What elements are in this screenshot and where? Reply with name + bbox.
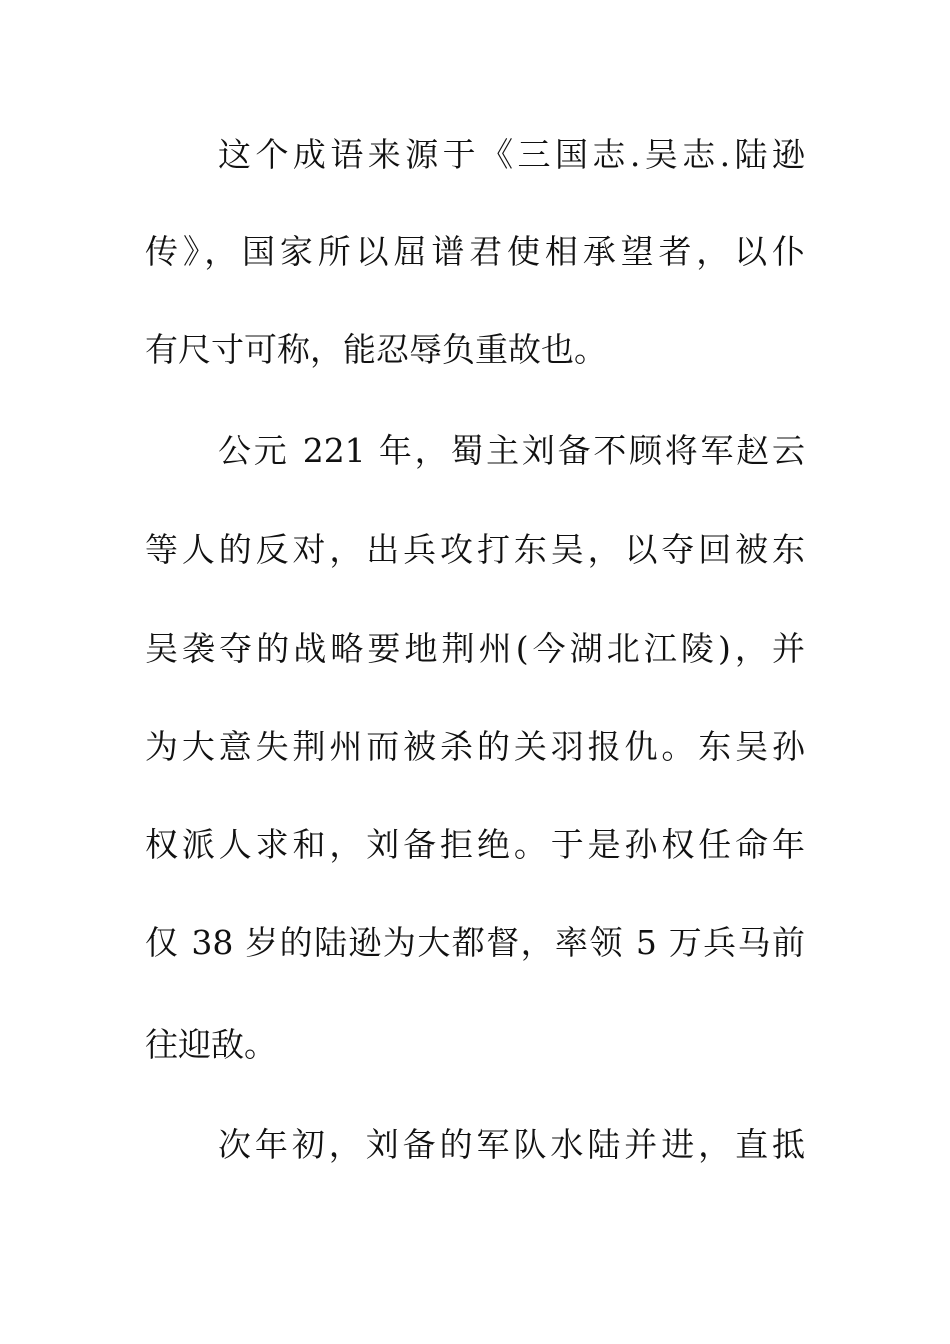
paragraph-2-line-2: 等人的反对，出兵攻打东吴，以夺回被东 (145, 530, 805, 569)
paragraph-2-line-3: 吴袭夺的战略要地荆州(今湖北江陵)，并 (145, 629, 805, 668)
paragraph-1-line-3: 有尺寸可称，能忍辱负重故也。 (145, 330, 607, 369)
paragraph-2-line-7: 往迎敌。 (145, 1025, 277, 1064)
paragraph-2-line-5: 权派人求和，刘备拒绝。于是孙权任命年 (145, 825, 805, 864)
paragraph-3-line-1: 次年初，刘备的军队水陆并进，直抵 (218, 1125, 805, 1164)
paragraph-2-line-4: 为大意失荆州而被杀的关羽报仇。东吴孙 (145, 727, 805, 766)
paragraph-2-line-1: 公元 221 年，蜀主刘备不顾将军赵云 (218, 431, 805, 470)
paragraph-1-line-1: 这个成语来源于《三国志.吴志.陆逊 (218, 135, 805, 174)
paragraph-2-line-6: 仅 38 岁的陆逊为大都督，率领 5 万兵马前 (145, 923, 805, 962)
paragraph-1-line-2: 传》，国家所以屈谱君使相承望者，以仆 (145, 232, 805, 271)
